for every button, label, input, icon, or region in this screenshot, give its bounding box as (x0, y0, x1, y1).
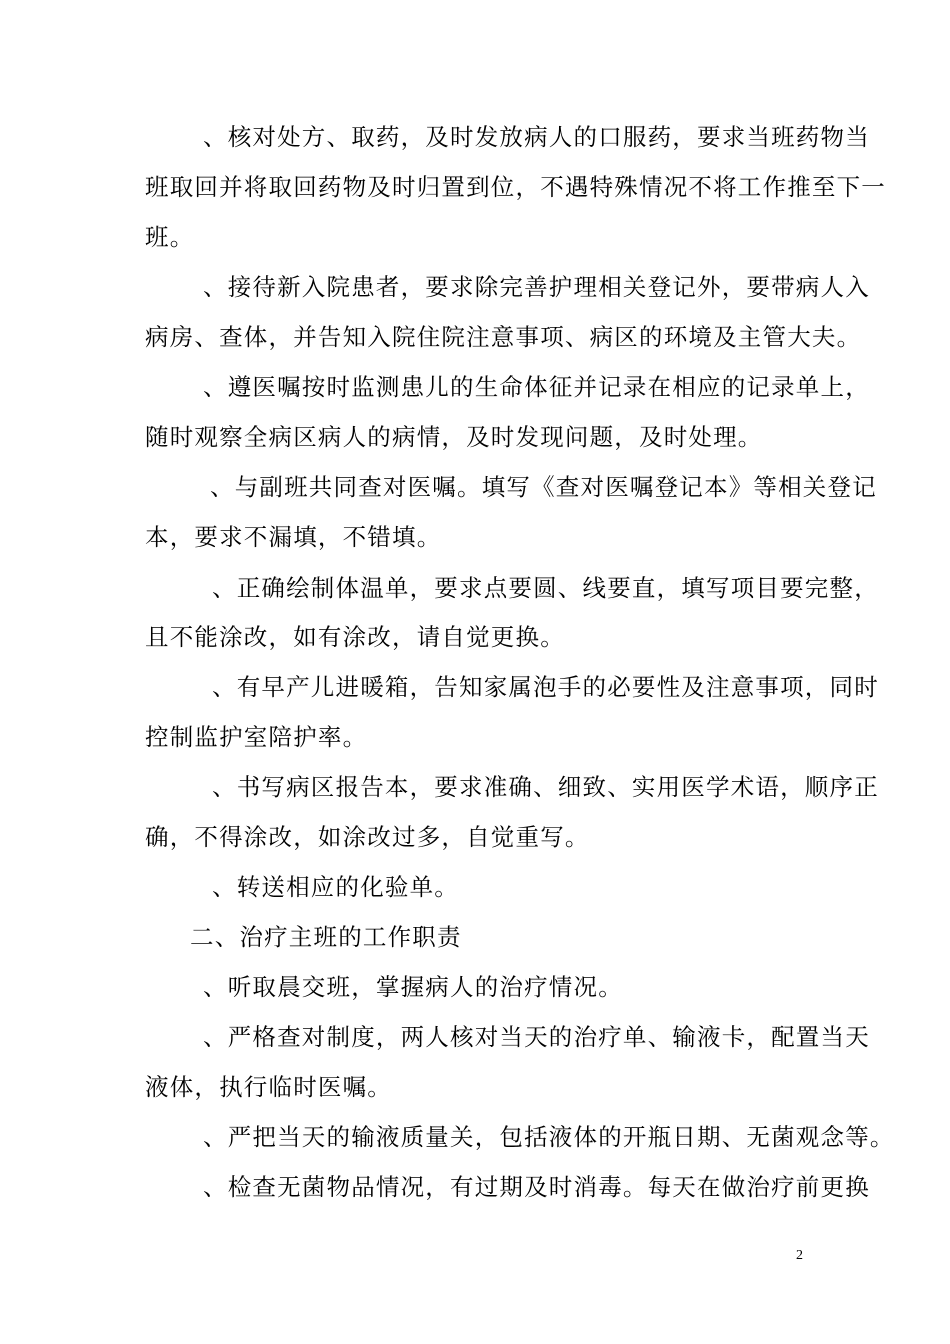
text-line: 且不能涂改，如有涂改，请自觉更换。 (145, 623, 565, 651)
text-line: 随时观察全病区病人的病情，及时发现问题，及时处理。 (145, 423, 763, 451)
text-line: 病房、查体，并告知入院住院注意事项、病区的环境及主管大夫。 (145, 323, 862, 351)
text-line: 、接待新入院患者，要求除完善护理相关登记外，要带病人入 (203, 273, 870, 301)
text-line: 、核对处方、取药，及时发放病人的口服药，要求当班药物当 (203, 123, 870, 151)
text-line: 、转送相应的化验单。 (212, 873, 459, 901)
text-line: 控制监护室陪护率。 (145, 723, 368, 751)
text-line: 、检查无菌物品情况，有过期及时消毒。每天在做治疗前更换 (203, 1173, 870, 1201)
text-line: 班取回并将取回药物及时归置到位，不遇特殊情况不将工作推至下一 (145, 173, 886, 201)
text-line: 班。 (145, 223, 195, 251)
page-number: 2 (796, 1248, 803, 1263)
text-line: 、严把当天的输液质量关，包括液体的开瓶日期、无菌观念等。 (203, 1123, 895, 1151)
text-line: 、正确绘制体温单，要求点要圆、线要直，填写项目要完整， (212, 574, 879, 602)
text-line: 本，要求不漏填，不错填。 (145, 523, 442, 551)
text-line: 、严格查对制度，两人核对当天的治疗单、输液卡，配置当天 (203, 1023, 870, 1051)
text-line: 、与副班共同查对医嘱。填写《查对医嘱登记本》等相关登记 (210, 473, 877, 501)
text-line: 、遵医嘱按时监测患儿的生命体征并记录在相应的记录单上， (203, 373, 870, 401)
text-line: 、听取晨交班，掌握病人的治疗情况。 (203, 973, 623, 1001)
text-line: 、有早产儿进暖箱，告知家属泡手的必要性及注意事项，同时 (212, 673, 879, 701)
text-line: 、书写病区报告本，要求准确、细致、实用医学术语，顺序正 (212, 773, 879, 801)
text-line: 液体，执行临时医嘱。 (145, 1073, 392, 1101)
section-heading: 二、治疗主班的工作职责 (190, 923, 462, 951)
text-line: 确，不得涂改，如涂改过多，自觉重写。 (145, 823, 590, 851)
